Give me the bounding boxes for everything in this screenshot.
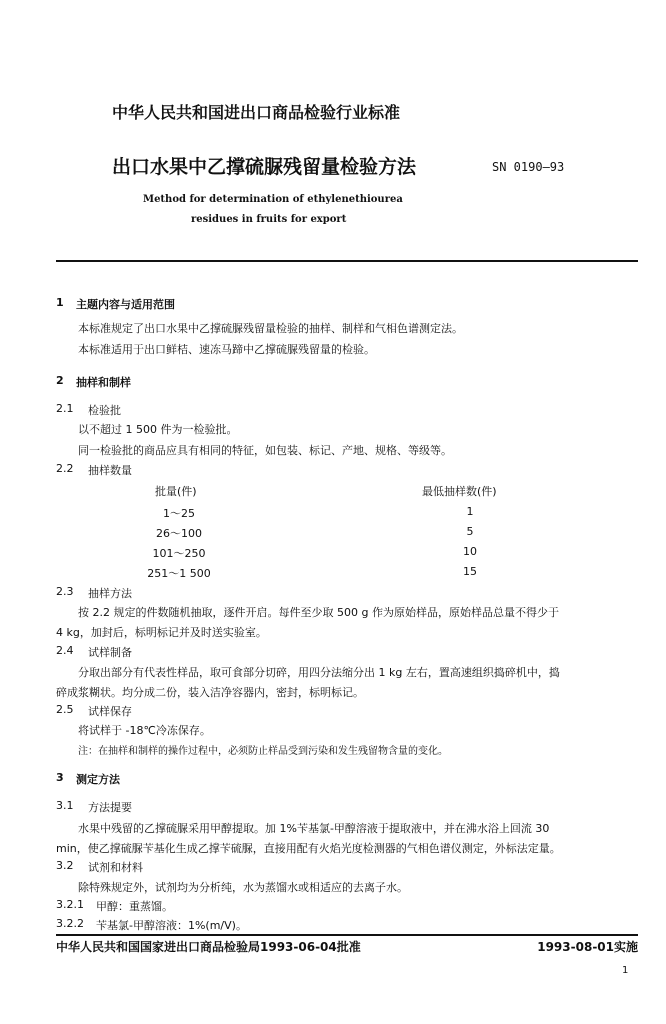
clause-2-2-number: 2.2 — [56, 462, 74, 475]
clause-3-2-paragraph-1: 除特殊规定外，试剂均为分析纯，水为蒸馏水或相适应的去离子水。 — [78, 881, 408, 894]
clause-2-4-title: 试样制备 — [88, 646, 132, 659]
approval-line: 中华人民共和国国家进出口商品检验局1993-06-04批准 — [56, 940, 361, 954]
clause-3-2-number: 3.2 — [56, 859, 74, 872]
standard-code: SN 0190—93 — [492, 160, 565, 174]
table-row-lot: 251～1 500 — [147, 567, 211, 580]
section-1-title: 主题内容与适用范围 — [76, 298, 175, 311]
clause-2-1-paragraph-1: 以不超过 1 500 件为一检验批。 — [78, 423, 238, 436]
clause-3-2-2-number: 3.2.2 — [56, 917, 84, 930]
table-row-min: 15 — [463, 565, 477, 578]
clause-3-2-1-number: 3.2.1 — [56, 898, 84, 911]
clause-2-3-number: 2.3 — [56, 585, 74, 598]
english-title-line-2: residues in fruits for export — [191, 214, 347, 225]
clause-2-4-number: 2.4 — [56, 644, 74, 657]
clause-3-2-title: 试剂和材料 — [88, 861, 143, 874]
section-1-paragraph-1: 本标准规定了出口水果中乙撑硫脲残留量检验的抽样、制样和气相色谱测定法。 — [78, 322, 463, 335]
clause-3-1-title: 方法提要 — [88, 801, 132, 814]
clause-3-2-2-text: 苄基氯-甲醇溶液：1%(m/V)。 — [96, 919, 247, 932]
sampling-note: 注：在抽样和制样的操作过程中，必须防止样品受到污染和发生残留物含量的变化。 — [78, 746, 448, 757]
page-number: 1 — [622, 965, 629, 976]
document-title: 出口水果中乙撑硫脲残留量检验方法 — [112, 156, 417, 178]
section-3-number: 3 — [56, 771, 64, 784]
english-title-line-1: Method for determination of ethylenethiourea — [143, 194, 403, 205]
table-row-min: 1 — [466, 505, 474, 518]
section-1-paragraph-2: 本标准适用于出口鲜桔、速冻马蹄中乙撑硫脲残留量的检验。 — [78, 343, 375, 356]
clause-3-1-number: 3.1 — [56, 799, 74, 812]
header-rule — [56, 260, 638, 262]
clause-2-1-title: 检验批 — [88, 404, 121, 417]
table-row-lot: 1～25 — [163, 507, 195, 520]
clause-3-1-paragraph-1: 水果中残留的乙撑硫脲采用甲醇提取。加 1%苄基氯-甲醇溶液于提取液中，并在沸水浴上回流 30 — [78, 822, 550, 835]
section-2-title: 抽样和制样 — [76, 376, 131, 389]
clause-2-1-paragraph-2: 同一检验批的商品应具有相同的特征，如包装、标记、产地、规格、等级等。 — [78, 444, 452, 457]
footer-rule — [56, 934, 638, 936]
industry-standard-heading: 中华人民共和国进出口商品检验行业标准 — [112, 103, 401, 122]
section-1-number: 1 — [56, 296, 64, 309]
clause-2-4-paragraph-1: 分取出部分有代表性样品，取可食部分切碎，用四分法缩分出 1 kg 左右，置高速组织捣碎机中，捣 — [78, 666, 560, 679]
section-3-title: 测定方法 — [76, 773, 120, 786]
table-header-min-samples: 最低抽样数(件) — [422, 485, 497, 498]
clause-2-4-paragraph-2: 碎成浆糊状。均分成二份，装入洁净容器内，密封，标明标记。 — [56, 686, 364, 699]
table-row-lot: 26～100 — [156, 527, 202, 540]
table-header-lot-size: 批量(件) — [155, 485, 197, 498]
clause-3-2-1-text: 甲醇：重蒸馏。 — [96, 900, 173, 913]
table-row-min: 10 — [463, 545, 477, 558]
clause-2-3-paragraph-1: 按 2.2 规定的件数随机抽取，逐件开启。每件至少取 500 g 作为原始样品，原始样品总量不得少于 — [78, 606, 559, 619]
clause-2-3-paragraph-2: 4 kg，加封后，标明标记并及时送实验室。 — [56, 626, 267, 639]
clause-2-1-number: 2.1 — [56, 402, 74, 415]
clause-2-2-title: 抽样数量 — [88, 464, 132, 477]
effective-date: 1993-08-01实施 — [537, 940, 638, 954]
clause-2-5-title: 试样保存 — [88, 705, 132, 718]
clause-3-1-paragraph-2: min，使乙撑硫脲苄基化生成乙撑苄硫脲，直接用配有火焰光度检测器的气相色谱仪测定，外标法定量。 — [56, 842, 561, 855]
section-2-number: 2 — [56, 374, 64, 387]
table-row-lot: 101～250 — [152, 547, 206, 560]
table-row-min: 5 — [466, 525, 474, 538]
clause-2-3-title: 抽样方法 — [88, 587, 132, 600]
clause-2-5-paragraph-1: 将试样于 -18℃冷冻保存。 — [78, 724, 211, 737]
clause-2-5-number: 2.5 — [56, 703, 74, 716]
